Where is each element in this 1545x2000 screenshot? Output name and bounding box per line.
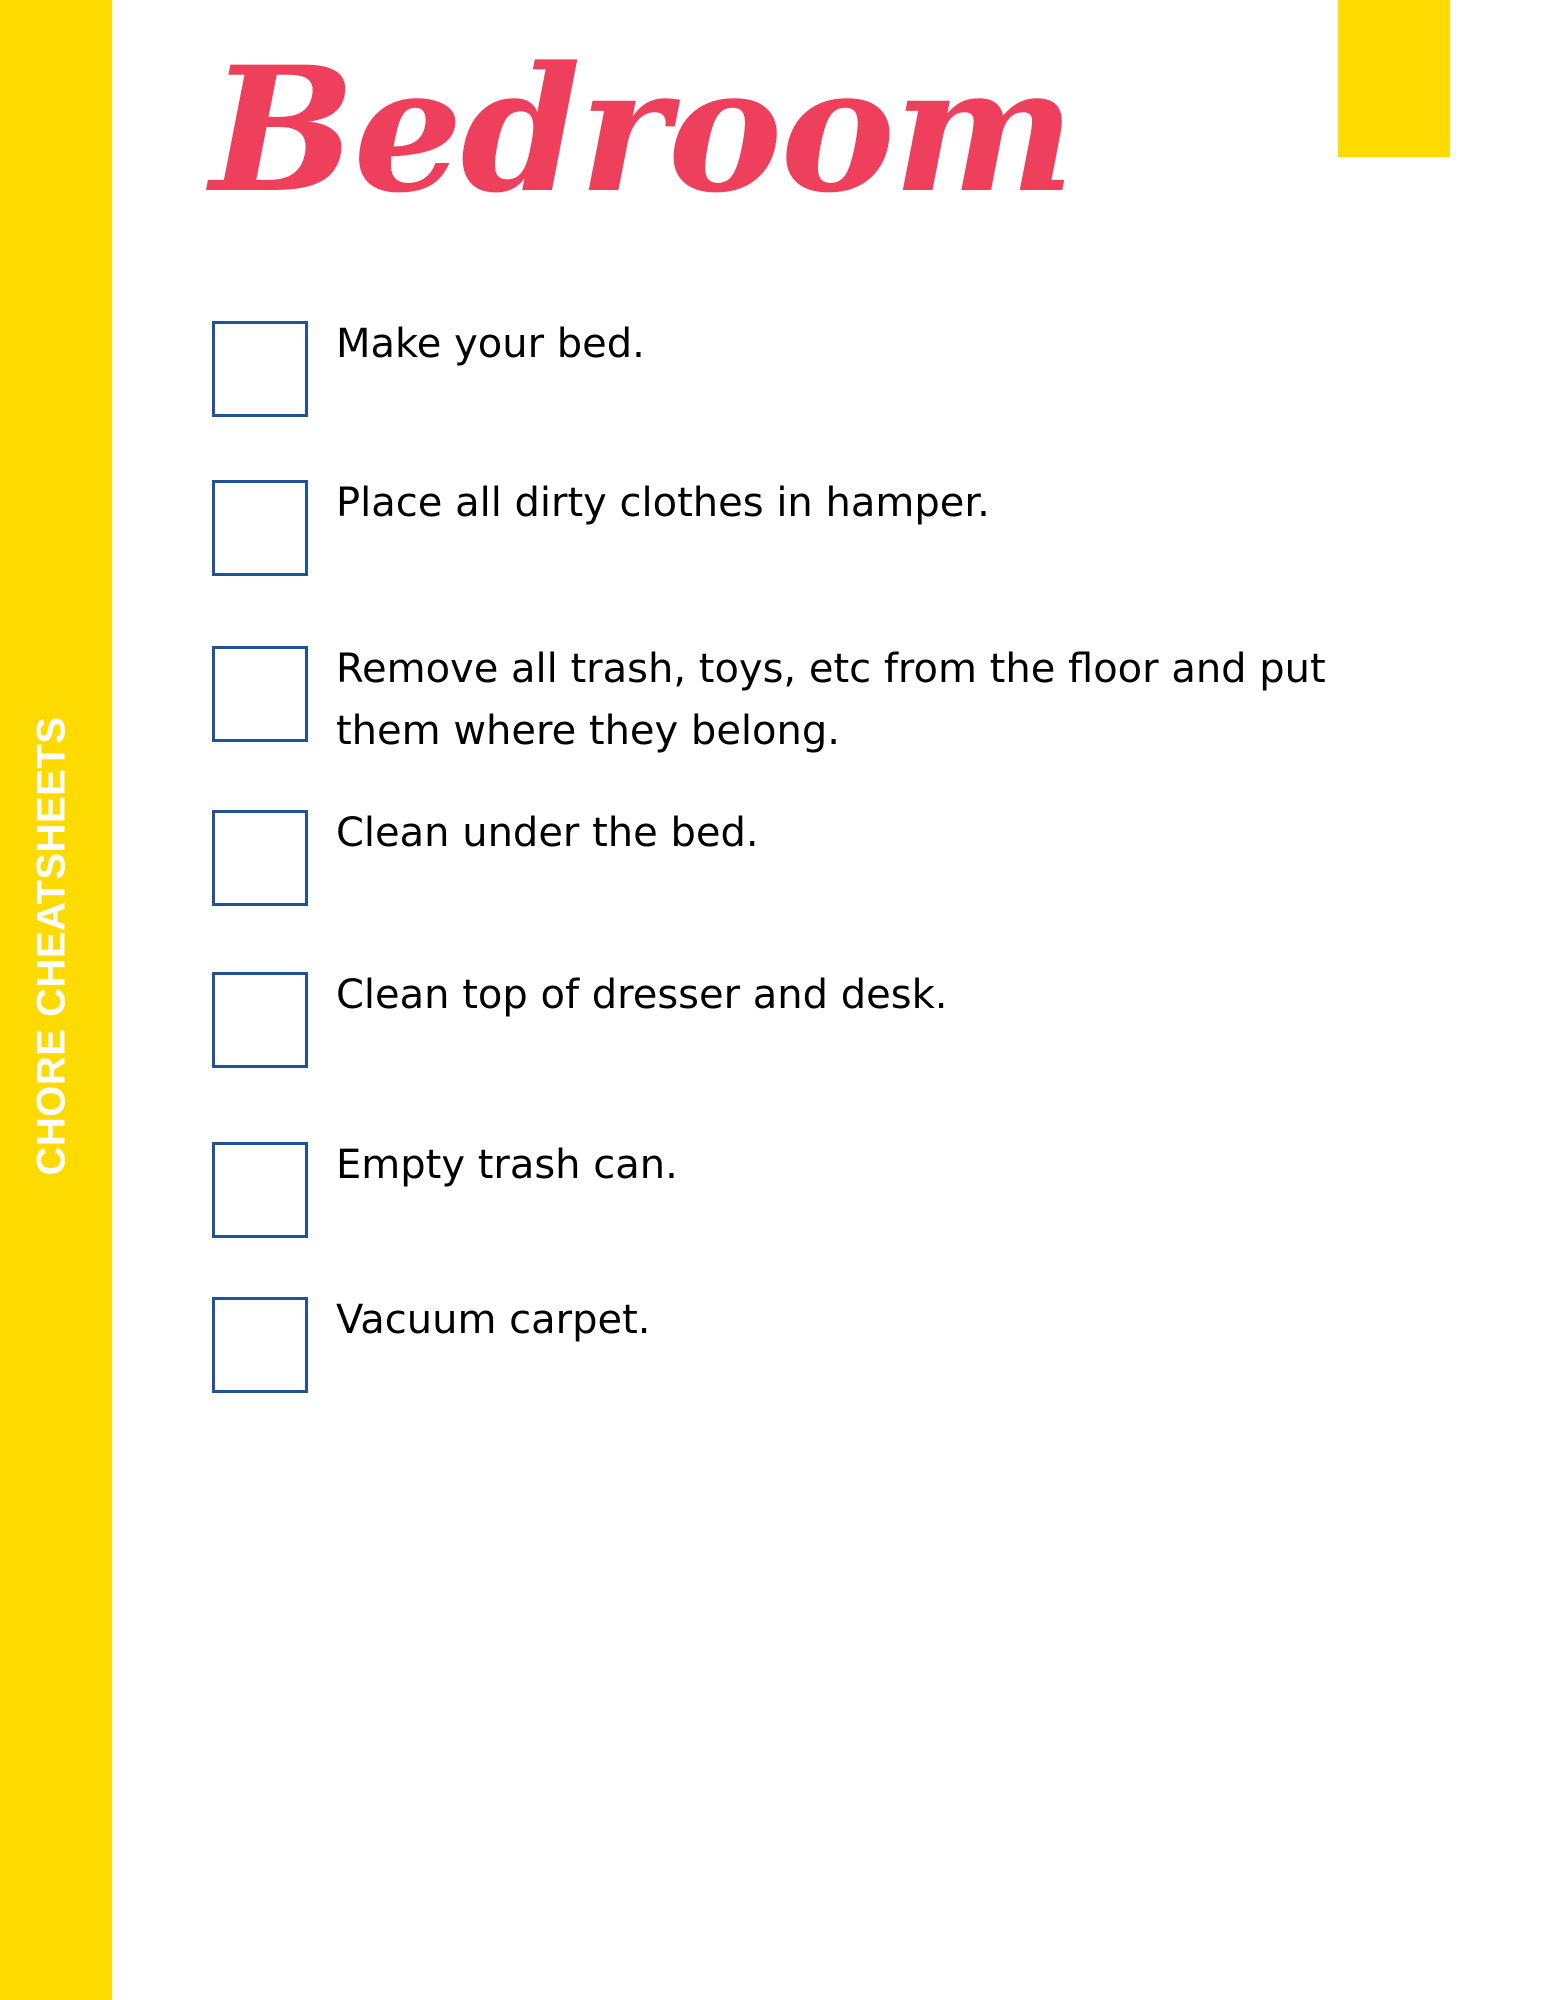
checklist-item-label: Clean under the bed. xyxy=(336,810,759,856)
checkbox[interactable] xyxy=(212,646,308,742)
checkbox[interactable] xyxy=(212,1142,308,1238)
checklist-item-label: Clean top of dresser and desk. xyxy=(336,972,948,1018)
checklist-item-label: Make your bed. xyxy=(336,321,645,367)
checklist-item-label: Remove all trash, toys, etc from the floor and put them where they belong. xyxy=(336,646,1326,754)
sidebar-label: CHORE CHEATSHEETS xyxy=(29,716,74,1176)
checklist-item-label: Vacuum carpet. xyxy=(336,1297,651,1343)
checkbox[interactable] xyxy=(212,1297,308,1393)
checkbox[interactable] xyxy=(212,972,308,1068)
sidebar-stripe xyxy=(0,0,112,2000)
checkbox[interactable] xyxy=(212,810,308,906)
corner-accent-block xyxy=(1338,0,1450,157)
page-title: Bedroom xyxy=(210,28,1074,231)
checkbox[interactable] xyxy=(212,321,308,417)
checkbox[interactable] xyxy=(212,480,308,576)
checklist-item-label: Place all dirty clothes in hamper. xyxy=(336,480,990,526)
checklist-item-label: Empty trash can. xyxy=(336,1142,678,1188)
